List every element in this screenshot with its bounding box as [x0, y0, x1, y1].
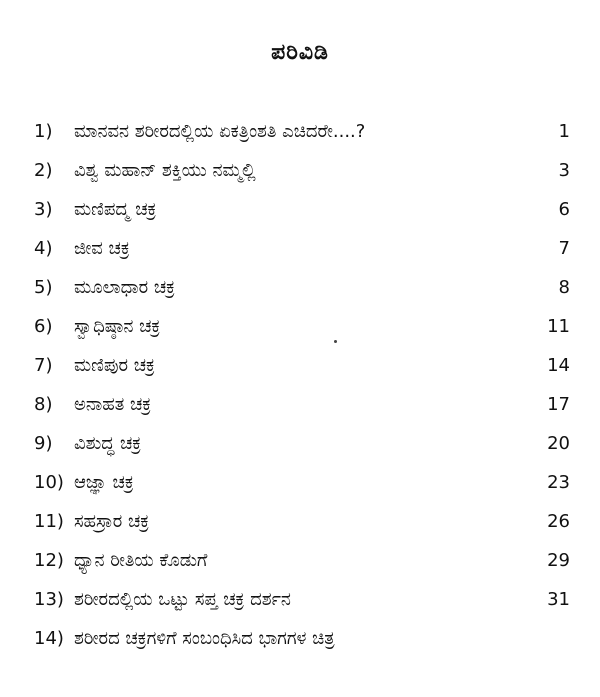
entry-title: ಶರೀರದ ಚಕ್ರಗಳಿಗೆ ಸಂಬಂಧಿಸಿದ ಭಾಗಗಳ ಚಿತ್ರ: [74, 628, 335, 649]
entry-page: 1: [558, 121, 570, 142]
toc-entry: [0, 190, 600, 229]
toc-entry: [0, 268, 600, 307]
toc-entry: [0, 385, 600, 424]
entry-number: 11): [34, 511, 64, 532]
entry-title: ಮೂಲಾಧಾರ ಚಕ್ರ: [74, 277, 175, 298]
entry-page: 3: [558, 160, 570, 181]
entry-title: ಮಾನವನ ಶರೀರದಲ್ಲಿಯ ಏಕತ್ರಿಂಶತಿ ಎಚಿದರೇ....?: [74, 121, 366, 142]
toc-entry: [0, 229, 600, 268]
toc-entry: [0, 424, 600, 463]
toc-entry: [0, 502, 600, 541]
entry-title: ಆಜ್ಞಾ ಚಕ್ರ: [74, 472, 134, 493]
entry-number: 6): [34, 316, 53, 337]
entry-page: 31: [547, 589, 570, 610]
entry-title: ಸ್ವಾಧಿಷ್ಠಾನ ಚಕ್ರ: [74, 316, 161, 337]
entry-number: 1): [34, 121, 53, 142]
entry-title: ಅನಾಹತ ಚಕ್ರ: [74, 394, 152, 415]
entry-title: ಮಣಿಪದ್ಮ ಚಕ್ರ: [74, 199, 157, 220]
entry-number: 13): [34, 589, 64, 610]
entry-number: 14): [34, 628, 64, 649]
entry-number: 8): [34, 394, 53, 415]
entry-page: 20: [547, 433, 570, 454]
entry-number: 5): [34, 277, 53, 298]
entry-title: ವಿಶುದ್ಧ ಚಕ್ರ: [74, 433, 142, 454]
entry-title: ಸಹಸ್ರಾರ ಚಕ್ರ: [74, 511, 150, 532]
entry-page: 29: [547, 550, 570, 571]
stray-ink-dot: [334, 340, 337, 343]
entry-page: 11: [547, 316, 570, 337]
toc-entry: [0, 151, 600, 190]
entry-number: 10): [34, 472, 64, 493]
toc-entry: [0, 541, 600, 580]
entry-page: 17: [547, 394, 570, 415]
entry-page: 26: [547, 511, 570, 532]
entry-page: 23: [547, 472, 570, 493]
entry-page: 8: [558, 277, 570, 298]
entry-page: 14: [547, 355, 570, 376]
entry-title: ಜೀವ ಚಕ್ರ: [74, 238, 130, 259]
toc-entry: [0, 580, 600, 619]
entry-number: 9): [34, 433, 53, 454]
entry-number: 7): [34, 355, 53, 376]
entry-page: 6: [558, 199, 570, 220]
entry-number: 3): [34, 199, 53, 220]
entry-number: 12): [34, 550, 64, 571]
toc-entry: [0, 619, 600, 658]
toc-entry: [0, 112, 600, 151]
entry-page: 7: [558, 238, 570, 259]
entry-title: ವಿಶ್ವ ಮಹಾನ್ ಶಕ್ತಿಯು ನಮ್ಮಲ್ಲಿ: [74, 160, 256, 181]
entry-title: ಮಣಿಪುರ ಚಕ್ರ: [74, 355, 155, 376]
page-title: ಪರಿವಿಡಿ: [271, 40, 329, 65]
toc-entry: [0, 463, 600, 502]
entry-number: 4): [34, 238, 53, 259]
entry-title: ಶರೀರದಲ್ಲಿಯ ಒಟ್ಟು ಸಪ್ತ ಚಕ್ರ ದರ್ಶನ: [74, 589, 291, 610]
toc-entry: [0, 346, 600, 385]
entry-number: 2): [34, 160, 53, 181]
entry-title: ಧ್ಯಾನ ರೀತಿಯ ಕೊಡುಗೆ: [74, 550, 208, 571]
toc-entry: [0, 307, 600, 346]
table-of-contents: [0, 112, 600, 658]
